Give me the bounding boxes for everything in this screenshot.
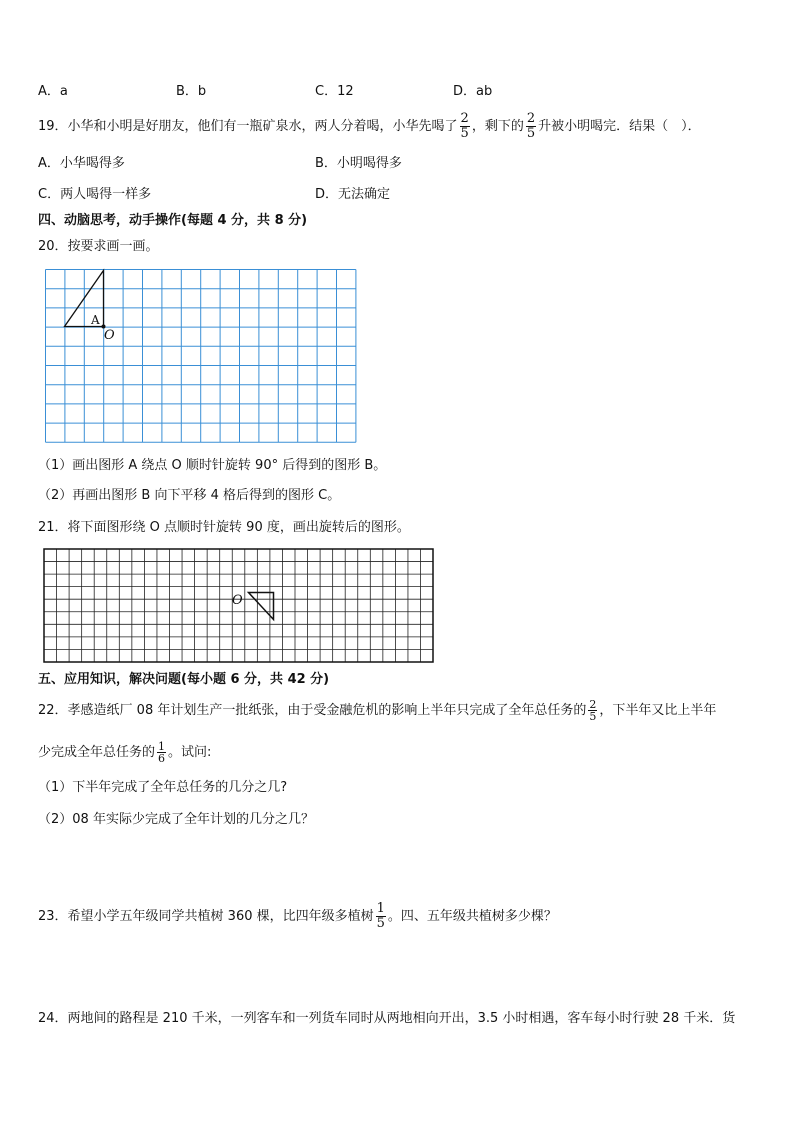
figure-a-label: A bbox=[91, 313, 100, 327]
q22-text-3: 少完成全年总任务的 bbox=[38, 745, 156, 760]
q22-text-1: 22．孝感造纸厂 08 年计划生产一批纸张，由于受金融危机的影响上半年只完成了全年总任务的 bbox=[38, 703, 587, 718]
q22-fraction-2-numerator: 1 bbox=[158, 740, 166, 753]
q20-subquestion-1: （1）画出图形 A 绕点 O 顺时针旋转 90° 后得到的图形 B。 bbox=[38, 458, 387, 473]
q23-fraction bbox=[376, 902, 386, 931]
q18-option-d: D．ab bbox=[453, 84, 493, 99]
q18-option-a: A．a bbox=[38, 84, 68, 99]
q19-option-a: A．小华喝得多 bbox=[38, 156, 125, 171]
q19-fraction-2-denominator: 5 bbox=[526, 126, 536, 141]
q22-fraction-1-numerator: 2 bbox=[589, 698, 597, 711]
question-24-stem: 24．两地间的路程是 210 千米，一列客车和一列货车同时从两地相向开出，3.5 小时相遇，客车每小时行驶 28 千米．货 bbox=[38, 1011, 736, 1026]
q20-grid bbox=[46, 270, 356, 443]
q23-fraction-numerator: 1 bbox=[376, 901, 385, 916]
q23-text-1: 23．希望小学五年级同学共植树 360 棵，比四年级多植树 bbox=[38, 909, 374, 924]
q19-fraction-2-numerator: 2 bbox=[526, 111, 536, 126]
q20-subquestion-2: （2）再画出图形 B 向下平移 4 格后得到的图形 C。 bbox=[38, 488, 341, 503]
q21-grid-figure bbox=[43, 548, 435, 664]
q22-fraction-2-denominator: 6 bbox=[158, 752, 166, 765]
question-21-stem: 21．将下面图形绕 O 点顺时针旋转 90 度，画出旋转后的图形。 bbox=[38, 520, 410, 535]
q19-text-2: ，剩下的 bbox=[471, 119, 524, 134]
q23-fraction-denominator: 5 bbox=[376, 916, 385, 931]
q19-option-c: C．两人喝得一样多 bbox=[38, 187, 152, 202]
q22-subquestion-1: （1）下半年完成了全年总任务的几分之几? bbox=[38, 780, 288, 795]
question-22-line-1 bbox=[38, 692, 716, 730]
question-20-stem: 20．按要求画一画。 bbox=[38, 239, 159, 254]
q19-text-1: 19．小华和小明是好朋友，他们有一瓶矿泉水，两人分着喝，小华先喝了 bbox=[38, 119, 458, 134]
q22-fraction-2 bbox=[157, 741, 166, 764]
q18-option-b: B．b bbox=[176, 84, 207, 99]
q19-text-3: 升被小明喝完．结果（ ）． bbox=[538, 119, 701, 134]
q23-text-2: 。四、五年级共植树多少棵？ bbox=[387, 909, 557, 924]
q20-grid-figure bbox=[44, 268, 360, 446]
section-4-title: 四、动脑思考，动手操作(每题 4 分，共 8 分) bbox=[38, 213, 308, 228]
q18-option-c: C．12 bbox=[315, 84, 354, 99]
q19-option-d: D．无法确定 bbox=[315, 187, 391, 202]
question-19-stem bbox=[38, 108, 701, 146]
q22-fraction-1 bbox=[588, 699, 597, 722]
q22-text-4: 。试问: bbox=[168, 745, 212, 760]
point-o-label: O bbox=[104, 328, 115, 343]
q19-fraction-2 bbox=[526, 112, 536, 141]
q22-text-2: ，下半年又比上半年 bbox=[599, 703, 717, 718]
q21-point-o-label: O bbox=[232, 593, 243, 608]
q22-fraction-1-denominator: 5 bbox=[589, 710, 597, 723]
question-22-line-2 bbox=[38, 734, 211, 772]
question-23-stem bbox=[38, 898, 557, 936]
q19-fraction-1-numerator: 2 bbox=[460, 111, 469, 126]
q19-option-b: B．小明喝得多 bbox=[315, 156, 402, 171]
section-5-title: 五、应用知识，解决问题(每小题 6 分，共 42 分) bbox=[38, 672, 330, 687]
q19-fraction-1 bbox=[460, 112, 470, 141]
q19-fraction-1-denominator: 5 bbox=[460, 126, 469, 141]
q22-subquestion-2: （2）08 年实际少完成了全年计划的几分之几？ bbox=[38, 812, 314, 827]
